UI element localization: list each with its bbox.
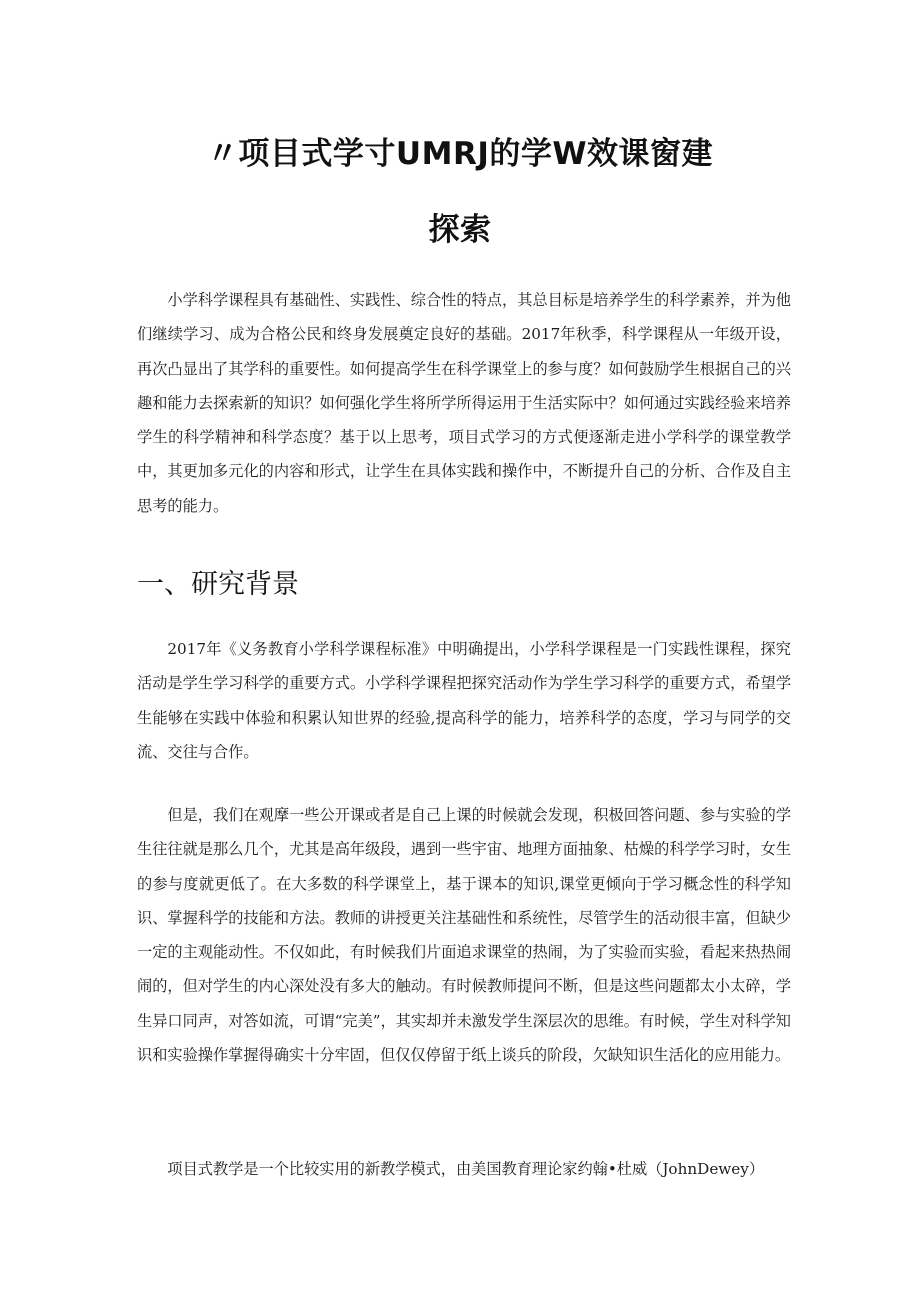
section-paragraph-2: 但是，我们在观摩一些公开课或者是自己上课的时候就会发现，积极回答问题、参与实验的学生往往就是那么几个，尤其是高年级段，遇到一些宇宙、地理方面抽象、枯燥的科学学习时，女生的参与度就更低了。在大多数的科学课堂上，基于课本的知识,课堂更倾向于学习概念性的科学知识、掌握科学的技能和方法。教师的讲授更关注基础性和系统性，尽管学生的活动很丰富，但缺少一定的主观能动性。不仅如此，有时候我们片面追求课堂的热闹，为了实验而实验，看起来热热闹闹的，但对学生的内心深处没有多大的触动。有时候教师提问不断，但是这些问题都太小太碎，学生异口同声，对答如流，可谓“完美”，其实却并未激发学生深层次的思维。有时候，学生对科学知识和实验操作掌握得确实十分牢固，但仅仅停留于纸上谈兵的阶段，欠缺知识生活化的应用能力。 [137,806,791,1065]
document-title-line-1: 〃项目式学寸UMRJ的学W效课窗建 [206,136,714,172]
intro-paragraph: 小学科学课程具有基础性、实践性、综合性的特点，其总目标是培养学生的科学素养，并为他们继续学习、成为合格公民和终身发展奠定良好的基础。2017年秋季，科学课程从一年级开设，再次凸显出了其学科的重要性。如何提高学生在科学课堂上的参与度？如何鼓励学生根据自己的兴趣和能力去探索新的知识？如何强化学生将所学所得运用于生活实际中？如何通过实践经验来培养学生的科学精神和科学态度？基于以上思考，项目式学习的方式便逐渐走进小学科学的课堂教学中，其更加多元化的内容和形式，让学生在具体实践和操作中，不断提升自己的分析、合作及自主思考的能力。 [137,291,791,515]
section-paragraph-3: 项目式教学是一个比较实用的新教学模式，由美国教育理论家约翰•杜威（JohnDewey） [167,1160,765,1178]
document-title-line-2: 探索 [428,212,492,248]
section-heading: 一、研究背景 [137,569,299,600]
section-paragraph-1: 2017年《义务教育小学科学课程标准》中明确提出，小学科学课程是一门实践性课程，探究活动是学生学习科学的重要方式。小学科学课程把探究活动作为学生学习科学的重要方式，希望学生能够在实践中体验和积累认知世界的经验,提高科学的能力，培养科学的态度，学习与同学的交流、交往与合作。 [137,640,791,761]
